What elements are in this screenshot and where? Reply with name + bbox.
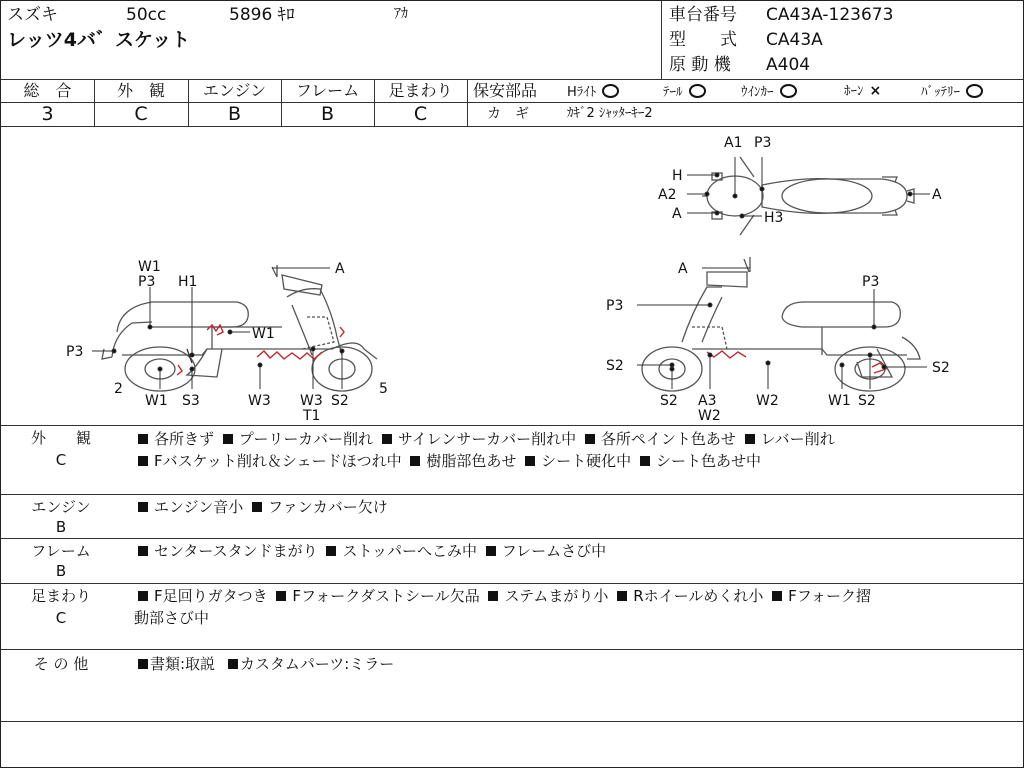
remark-item: Fフォーク摺 — [788, 587, 872, 605]
grade-engine-value: B — [227, 103, 242, 125]
remark-line — [134, 540, 606, 562]
divider — [1, 79, 1023, 80]
diagram-label: T1 — [303, 408, 321, 424]
maker: スズキ — [7, 5, 58, 25]
section-suspension-name: 足まわり — [30, 587, 91, 605]
ok-mark-icon — [780, 84, 797, 98]
grade-suspension-label: 足まわり — [388, 81, 453, 100]
safety-title: 保安部品 — [473, 81, 538, 100]
ok-mark-icon — [602, 84, 619, 98]
remark-item: フレームさび中 — [501, 542, 607, 560]
diagram-label: S3 — [182, 393, 200, 409]
bullet-icon — [486, 546, 496, 556]
diagram-label: W3 — [248, 393, 271, 409]
divider — [1, 425, 1023, 426]
bullet-icon — [617, 591, 627, 601]
header-divider — [661, 1, 662, 79]
safety-battery — [921, 84, 983, 99]
remark-line — [134, 450, 835, 472]
type-label: 型 式 — [669, 30, 737, 50]
safety-headlight-label: Hﾗｲﾄ — [567, 85, 597, 100]
type-value: CA43A — [766, 30, 823, 50]
diagram-label: S2 — [331, 393, 349, 409]
divider — [1, 583, 1023, 584]
section-suspension-grade: C — [55, 609, 67, 627]
diagram-label: A — [672, 206, 682, 222]
diagram-label: H1 — [178, 274, 198, 290]
remark-line — [134, 653, 394, 675]
remark-item: サイレンサーカバー削れ中 — [397, 430, 577, 448]
diagram-label: W1 — [252, 326, 275, 342]
bullet-icon — [276, 591, 286, 601]
remark-item: カスタムパーツ:ミラー — [239, 655, 395, 673]
remark-item: 動部さび中 — [134, 609, 210, 627]
bullet-icon — [138, 456, 148, 466]
ok-mark-icon — [966, 84, 983, 98]
bullet-icon — [138, 591, 148, 601]
grade-overall-label: 総 合 — [23, 81, 72, 100]
engine-label: 原 動 機 — [669, 55, 731, 75]
mileage: 5896 ｷﾛ — [229, 5, 295, 25]
diagram-label: W1 — [138, 259, 161, 275]
remark-line — [134, 496, 388, 518]
diagram-label: W2 — [756, 393, 779, 409]
bullet-icon — [228, 659, 238, 669]
bullet-icon — [488, 591, 498, 601]
remark-item: Rホイールめくれ小 — [633, 587, 764, 605]
remark-item: 各所ペイント色あせ — [600, 430, 736, 448]
model-name: レッツ4バ゛スケット — [7, 29, 191, 51]
section-exterior-remarks — [134, 428, 835, 472]
grade-engine-label: エンジン — [202, 81, 267, 100]
section-frame-remarks — [134, 540, 606, 562]
remark-item: ストッパーへこみ中 — [342, 542, 477, 560]
remark-line — [134, 607, 1014, 629]
remark-line — [134, 428, 835, 450]
section-other-name: そ の 他 — [33, 655, 89, 673]
frame-no-label: 車台番号 — [669, 5, 737, 25]
diagram-label: 2 — [114, 381, 123, 397]
bullet-icon — [745, 434, 755, 444]
diagram-label: W3 — [300, 393, 323, 409]
safety-battery-label: ﾊﾞｯﾃﾘｰ — [921, 85, 960, 100]
diagram-label: H — [672, 168, 683, 184]
safety-winker — [741, 84, 815, 99]
remark-item: センタースタンドまがり — [154, 542, 318, 560]
safety-horn-label: ﾎｰﾝ — [844, 84, 864, 99]
remark-item: シート色あせ中 — [655, 452, 761, 470]
section-engine-remarks — [134, 496, 388, 518]
bullet-icon — [410, 456, 420, 466]
bullet-icon — [525, 456, 535, 466]
divider — [1, 649, 1023, 650]
remark-item: プーリーカバー削れ — [238, 430, 374, 448]
diagram-label: P3 — [862, 274, 880, 290]
remark-item: F足回りガタつき — [154, 587, 268, 605]
remark-item: Fフォークダストシール欠品 — [292, 587, 480, 605]
bullet-icon — [772, 591, 782, 601]
bullet-icon — [640, 456, 650, 466]
diagram-label: P3 — [754, 135, 772, 151]
section-engine-grade: B — [55, 518, 67, 536]
color: ｱｶ — [394, 6, 408, 22]
remark-item: ステムまがり小 — [504, 587, 609, 605]
grade-exterior-label: 外 観 — [116, 81, 165, 100]
divider — [467, 102, 1023, 103]
ng-mark-icon: × — [869, 83, 882, 99]
damage-marks — [177, 325, 886, 375]
bullet-icon — [138, 659, 148, 669]
remark-item: 書類:取説 — [150, 655, 216, 673]
diagram-label: W1 — [828, 393, 851, 409]
diagram-label: A2 — [658, 187, 677, 203]
bullet-icon — [252, 502, 262, 512]
bullet-icon — [223, 434, 233, 444]
diagram-label: S2 — [858, 393, 876, 409]
diagram-label: S2 — [606, 358, 624, 374]
diagram-label: A — [678, 261, 688, 277]
remark-item: エンジン音小 — [154, 498, 244, 516]
grade-exterior-value: C — [134, 103, 148, 125]
section-other-remarks — [134, 653, 394, 675]
bullet-icon — [138, 546, 148, 556]
diagram-label: S2 — [932, 360, 950, 376]
section-suspension-remarks — [134, 585, 1014, 629]
divider — [1, 494, 1023, 495]
remark-line — [134, 585, 1014, 607]
remark-item: ファンカバー欠け — [268, 498, 388, 516]
divider — [1, 538, 1023, 539]
diagram-label: A1 — [724, 135, 743, 151]
bullet-icon — [326, 546, 336, 556]
safety-headlight — [567, 84, 637, 99]
remark-item: 樹脂部色あせ — [426, 452, 517, 470]
grade-frame-value: B — [320, 103, 335, 125]
safety-tail-label: ﾃｰﾙ — [663, 85, 683, 100]
section-frame-grade: B — [55, 562, 67, 580]
engine-value: A404 — [766, 55, 811, 75]
keys-label: カ ギ — [487, 106, 529, 122]
divider — [1, 721, 1023, 722]
safety-horn — [844, 84, 881, 98]
diagram-label: P3 — [606, 298, 624, 314]
safety-winker-label: ｳｲﾝｶｰ — [741, 85, 774, 100]
remark-item: Fバスケット削れ＆シェードほつれ中 — [154, 452, 402, 470]
bullet-icon — [585, 434, 595, 444]
diagram-label: S2 — [660, 393, 678, 409]
bullet-icon — [138, 434, 148, 444]
divider — [467, 79, 468, 126]
ok-mark-icon — [689, 84, 706, 98]
remark-item: シート硬化中 — [541, 452, 632, 470]
diagram-label: A — [335, 261, 345, 277]
diagram-label: W2 — [698, 408, 721, 424]
section-engine-name: エンジン — [31, 498, 91, 516]
remark-item: レバー削れ — [760, 430, 835, 448]
diagram-label: 5 — [379, 381, 388, 397]
grade-overall-value: 3 — [41, 103, 54, 125]
displacement: 50cc — [126, 5, 167, 25]
keys-value: ｶｷﾞ2 ｼｬｯﾀｰｷｰ2 — [567, 106, 653, 121]
diagram-label: A3 — [698, 393, 717, 409]
diagram-label: P3 — [66, 344, 84, 360]
bullet-icon — [382, 434, 392, 444]
diagram-label: W1 — [145, 393, 168, 409]
diagram-label: P3 — [138, 274, 156, 290]
grade-frame-label: フレーム — [295, 81, 360, 100]
remark-item: 各所きず — [154, 430, 215, 448]
section-frame-name: フレーム — [31, 542, 91, 560]
diagram-label: H3 — [764, 210, 784, 226]
section-exterior-grade: C — [55, 451, 67, 469]
section-exterior-name: 外 観 — [30, 429, 91, 447]
bullet-icon — [138, 502, 148, 512]
damage-diagram — [2, 127, 1022, 425]
frame-no: CA43A-123673 — [766, 5, 894, 25]
diagram-label: A — [932, 187, 942, 203]
grade-suspension-value: C — [413, 103, 428, 125]
safety-tail — [663, 84, 724, 99]
